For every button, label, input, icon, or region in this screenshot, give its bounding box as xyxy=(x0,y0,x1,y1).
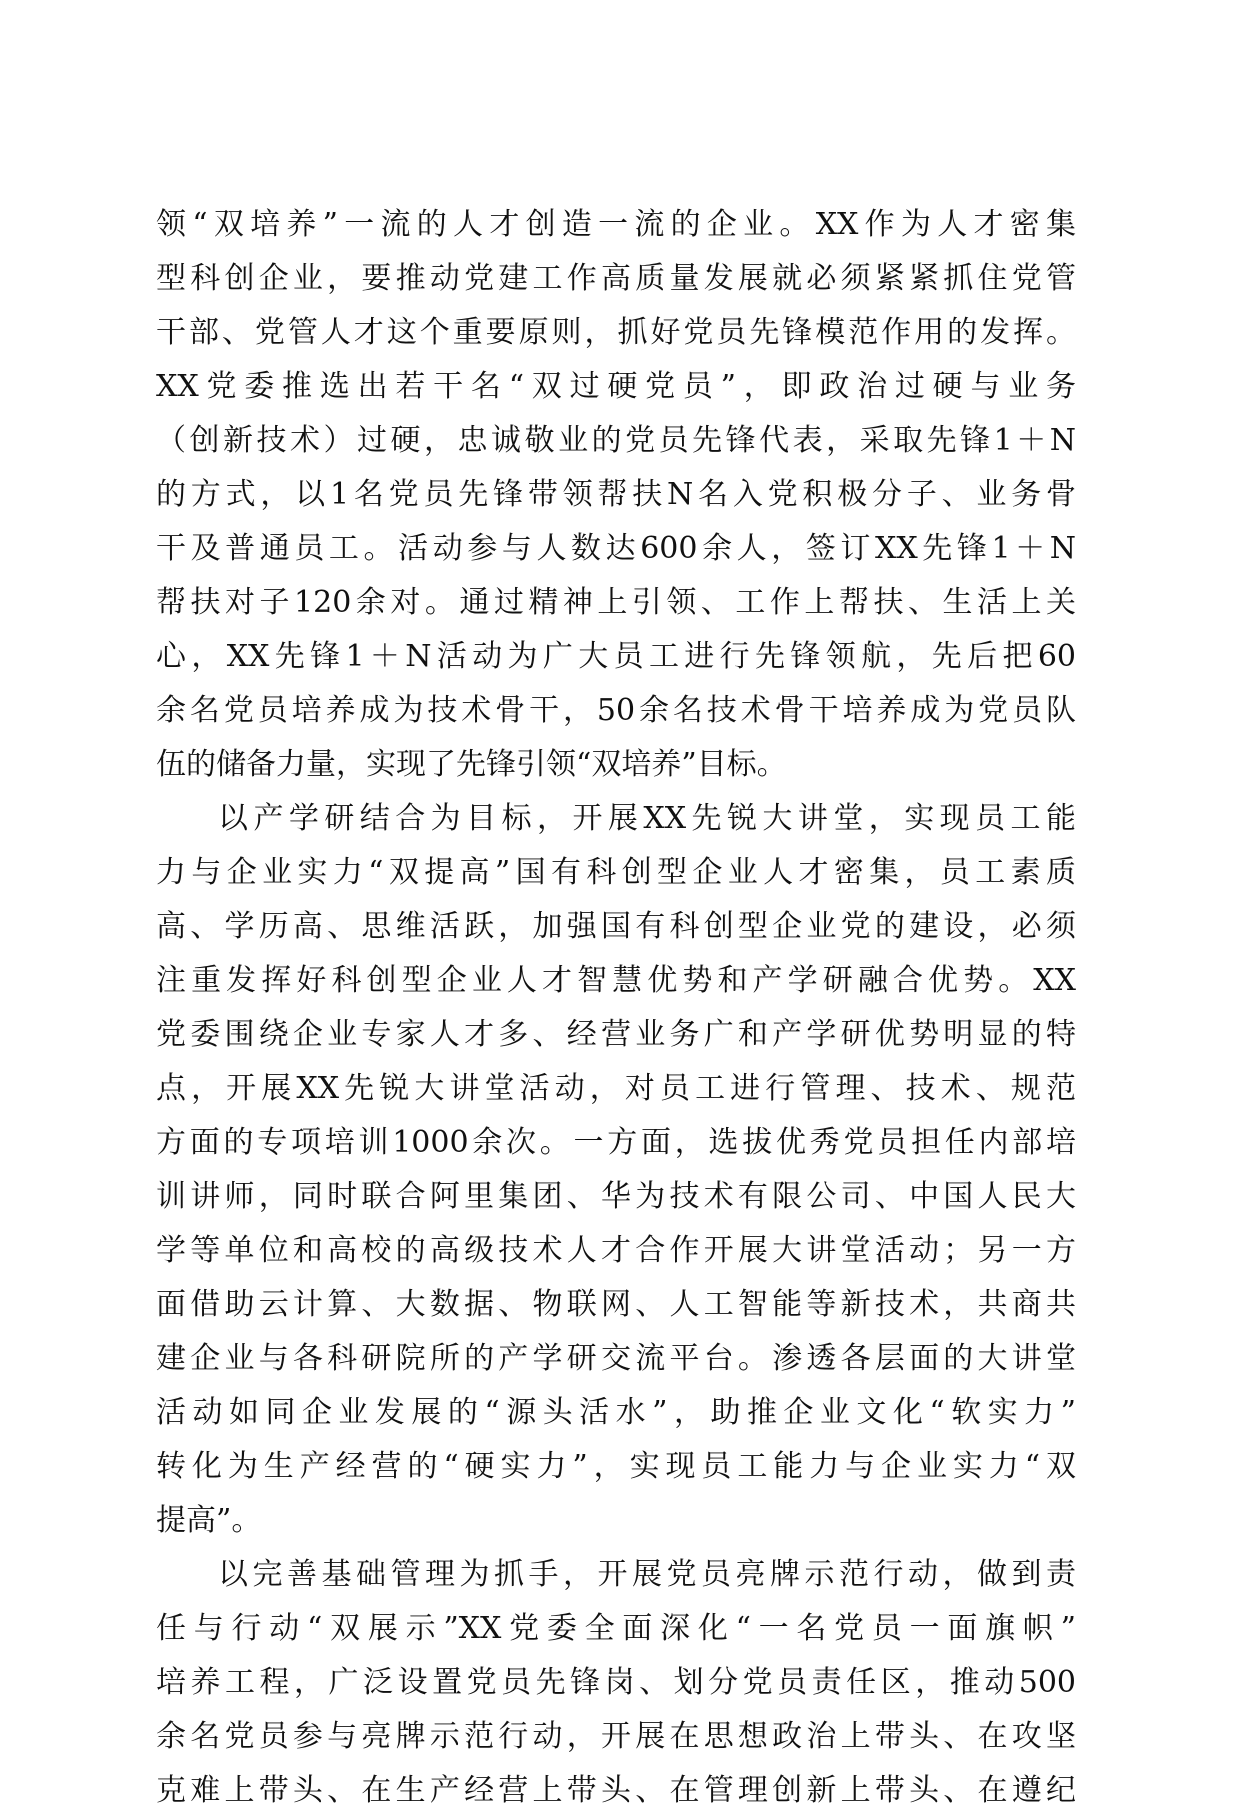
text-line: 心，XX先锋1＋N活动为广大员工进行先锋领航，先后把60 xyxy=(156,639,1076,674)
text-line: 干部、党管人才这个重要原则，抓好党员先锋模范作用的发挥。 xyxy=(156,315,1076,350)
paragraph-start-line: 以完善基础管理为抓手，开展党员亮牌示范行动，做到责 xyxy=(218,1557,1076,1592)
text-line: 伍的储备力量，实现了先锋引领“双培养”目标。 xyxy=(156,747,787,782)
text-line: 型科创企业，要推动党建工作高质量发展就必须紧紧抓住党管 xyxy=(156,261,1076,296)
text-line: 培养工程，广泛设置党员先锋岗、划分党员责任区，推动500 xyxy=(156,1665,1076,1700)
text-line: 注重发挥好科创型企业人才智慧优势和产学研融合优势。XX xyxy=(156,963,1076,998)
text-line: 方面的专项培训1000余次。一方面，选拔优秀党员担任内部培 xyxy=(156,1125,1076,1160)
text-line: 高、学历高、思维活跃，加强国有科创型企业党的建设，必须 xyxy=(156,909,1076,944)
text-line: 干及普通员工。活动参与人数达600余人，签订XX先锋1＋N xyxy=(156,531,1076,566)
text-line: 克难上带头、在生产经营上带头、在管理创新上带头、在遵纪 xyxy=(156,1773,1076,1808)
text-line: 帮扶对子120余对。通过精神上引领、工作上帮扶、生活上关 xyxy=(156,585,1076,620)
text-line: 余名党员参与亮牌示范行动，开展在思想政治上带头、在攻坚 xyxy=(156,1719,1076,1754)
text-line: 的方式，以1名党员先锋带领帮扶N名入党积极分子、业务骨 xyxy=(156,477,1076,512)
text-line: 点，开展XX先锐大讲堂活动，对员工进行管理、技术、规范 xyxy=(156,1071,1076,1106)
text-line: 任与行动“双展示”XX党委全面深化“一名党员一面旗帜” xyxy=(156,1611,1076,1646)
text-line: 领“双培养”一流的人才创造一流的企业。XX作为人才密集 xyxy=(156,207,1076,242)
text-line: 党委围绕企业专家人才多、经营业务广和产学研优势明显的特 xyxy=(156,1017,1076,1052)
body-text xyxy=(156,198,1076,1818)
text-line: 面借助云计算、大数据、物联网、人工智能等新技术，共商共 xyxy=(156,1287,1076,1322)
text-line: 建企业与各科研院所的产学研交流平台。渗透各层面的大讲堂 xyxy=(156,1341,1076,1376)
text-line: 训讲师，同时联合阿里集团、华为技术有限公司、中国人民大 xyxy=(156,1179,1076,1214)
text-line: 力与企业实力“双提高”国有科创型企业人才密集，员工素质 xyxy=(156,855,1076,890)
paragraph-start-line: 以产学研结合为目标，开展XX先锐大讲堂，实现员工能 xyxy=(218,801,1076,836)
text-line: 提高”。 xyxy=(156,1503,262,1538)
text-line: 转化为生产经营的“硬实力”，实现员工能力与企业实力“双 xyxy=(156,1449,1076,1484)
text-line: XX党委推选出若干名“双过硬党员”，即政治过硬与业务 xyxy=(156,369,1076,404)
text-line: 活动如同企业发展的“源头活水”，助推企业文化“软实力” xyxy=(156,1395,1076,1430)
text-line: （创新技术）过硬，忠诚敬业的党员先锋代表，采取先锋1＋N xyxy=(156,423,1076,458)
text-line: 学等单位和高校的高级技术人才合作开展大讲堂活动；另一方 xyxy=(156,1233,1076,1268)
text-line: 余名党员培养成为技术骨干，50余名技术骨干培养成为党员队 xyxy=(156,693,1076,728)
